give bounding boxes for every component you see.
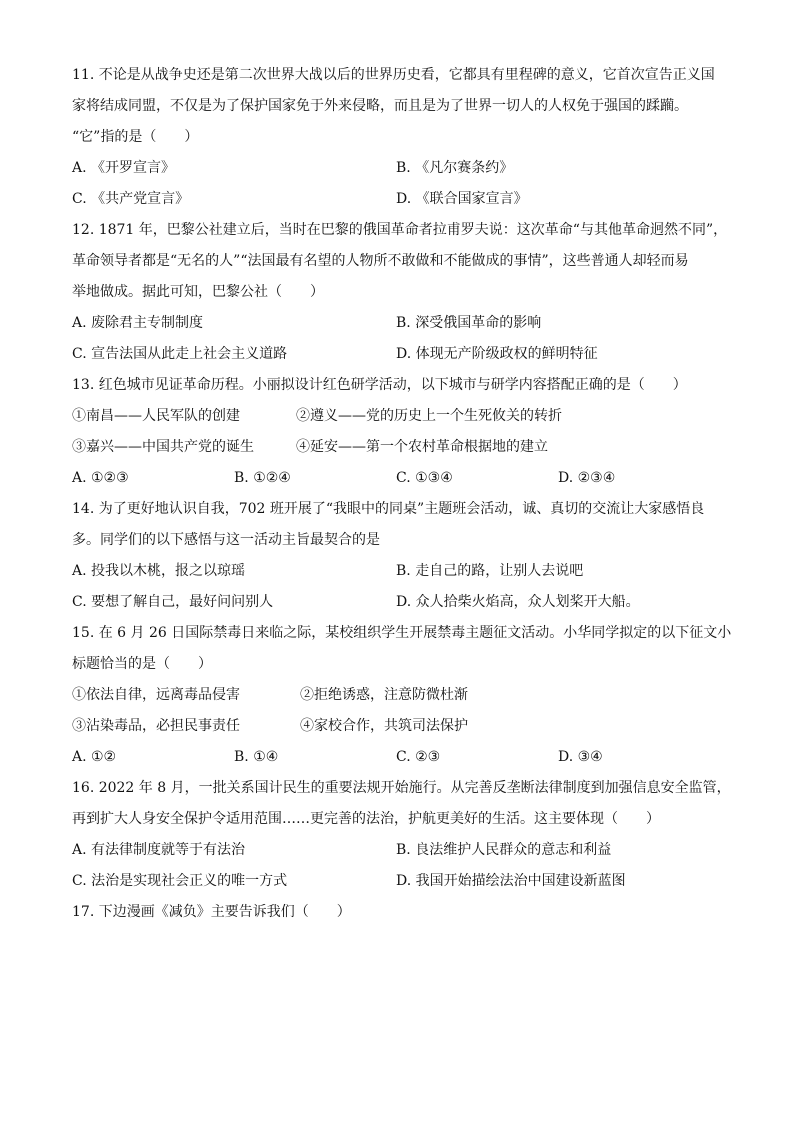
q16-option-d: D. 我国开始描绘法治中国建设新蓝图: [396, 873, 626, 889]
q13-option-c: C. ①③④: [396, 470, 453, 486]
q15-option-a: A. ①②: [72, 749, 117, 765]
q13-items-row-1: [72, 401, 722, 432]
q14-option-a: A. 投我以木桃，报之以琼瑶: [72, 563, 246, 579]
q13-item-3: ③嘉兴——中国共产党的诞生: [72, 439, 254, 455]
q11-option-b: B. 《凡尔赛条约》: [396, 160, 514, 176]
q14-stem-line-2: 多。同学们的以下感悟与这一活动主旨最契合的是: [72, 532, 380, 548]
q13-option-b: B. ①②④: [234, 470, 291, 486]
q13-option-d: D. ②③④: [558, 470, 616, 486]
q11-stem-line-1: 11. 不论是从战争史还是第二次世界大战以后的世界历史看，它都具有里程碑的意义，它首次宣告正义国: [72, 67, 715, 83]
q15-item-4: ④家校合作，共筑司法保护: [300, 718, 468, 734]
q15-items-row-2: [72, 711, 722, 742]
q15-stem-line-1: 15. 在 6 月 26 日国际禁毒日来临之际，某校组织学生开展禁毒主题征文活动。小华同学拟定的以下征文小: [72, 625, 732, 641]
q13-item-4: ④延安——第一个农村革命根据地的建立: [296, 439, 548, 455]
q14-option-d: D. 众人拾柴火焰高，众人划桨开大船。: [396, 594, 640, 610]
q16-stem-line-1: 16. 2022 年 8 月，一批关系国计民生的重要法规开始施行。从完善反垄断法律制度到加强信息安全监管，: [72, 780, 731, 796]
q14-options-row-1: [72, 556, 722, 587]
q15-item-3: ③沾染毒品，必担民事责任: [72, 718, 240, 734]
q15-options: [72, 742, 722, 773]
question-list: [72, 60, 732, 928]
q12-option-c: C. 宣告法国从此走上社会主义道路: [72, 346, 288, 362]
q13-option-a: A. ①②③: [72, 470, 129, 486]
q12-options-row-1: [72, 308, 722, 339]
q11-stem-line-2: 家将结成同盟，不仅是为了保护国家免于外来侵略，而且是为了世界一切人的人权免于强国的蹂躏。: [72, 98, 688, 114]
q16-stem-line-2: 再到扩大人身安全保护令适用范围……更完善的法治，护航更美好的生活。这主要体现（ ）: [72, 811, 660, 827]
q12-stem-line-2: 革命领导者都是“无名的人”“法国最有名望的人物所不敢做和不能做成的事情”，这些普通人却轻而易: [72, 253, 689, 269]
q11-options-row-2: [72, 184, 722, 215]
q16-option-c: C. 法治是实现社会正义的唯一方式: [72, 873, 288, 889]
q13-items-row-2: [72, 432, 722, 463]
q13-item-2: ②遵义——党的历史上一个生死攸关的转折: [296, 408, 562, 424]
q14-stem-line-1: 14. 为了更好地认识自我，702 班开展了“我眼中的同桌”主题班会活动，诚、真切的交流让大家感悟良: [72, 501, 705, 517]
q12-stem-line-3: 举地做成。据此可知，巴黎公社（ ）: [72, 284, 324, 300]
q16-options-row-1: [72, 835, 722, 866]
q15-option-d: D. ③④: [558, 749, 603, 765]
q11-stem-line-3: “它”指的是（ ）: [72, 129, 199, 145]
q15-option-c: C. ②③: [396, 749, 441, 765]
q14-options-row-2: [72, 587, 722, 618]
q14-option-b: B. 走自己的路，让别人去说吧: [396, 563, 584, 579]
q12-options-row-2: [72, 339, 722, 370]
q12-option-b: B. 深受俄国革命的影响: [396, 315, 542, 331]
q13-options: [72, 463, 722, 494]
q11-option-a: A. 《开罗宣言》: [72, 160, 176, 176]
q15-stem-line-2: 标题恰当的是（ ）: [72, 656, 212, 672]
q17-stem: 17. 下边漫画《减负》主要告诉我们（ ）: [72, 904, 351, 920]
q13-item-1: ①南昌——人民军队的创建: [72, 408, 240, 424]
q15-option-b: B. ①④: [234, 749, 279, 765]
q15-item-2: ②拒绝诱惑，注意防微杜渐: [300, 687, 468, 703]
q11-option-c: C. 《共产党宣言》: [72, 191, 190, 207]
q15-item-1: ①依法自律，远离毒品侵害: [72, 687, 240, 703]
q16-option-a: A. 有法律制度就等于有法治: [72, 842, 246, 858]
q14-option-c: C. 要想了解自己，最好问问别人: [72, 594, 274, 610]
q11-options-row-1: [72, 153, 722, 184]
q12-option-a: A. 废除君主专制制度: [72, 315, 204, 331]
q11-option-d: D. 《联合国家宣言》: [396, 191, 528, 207]
q12-stem-line-1: 12. 1871 年，巴黎公社建立后，当时在巴黎的俄国革命者拉甫罗夫说：这次革命“与其他革命迥然不同”，: [72, 222, 728, 238]
q13-stem: 13. 红色城市见证革命历程。小丽拟设计红色研学活动，以下城市与研学内容搭配正确的是（ ）: [72, 377, 687, 393]
q15-items-row-1: [72, 680, 722, 711]
q12-option-d: D. 体现无产阶级政权的鲜明特征: [396, 346, 598, 362]
q16-option-b: B. 良法维护人民群众的意志和利益: [396, 842, 612, 858]
q16-options-row-2: [72, 866, 722, 897]
